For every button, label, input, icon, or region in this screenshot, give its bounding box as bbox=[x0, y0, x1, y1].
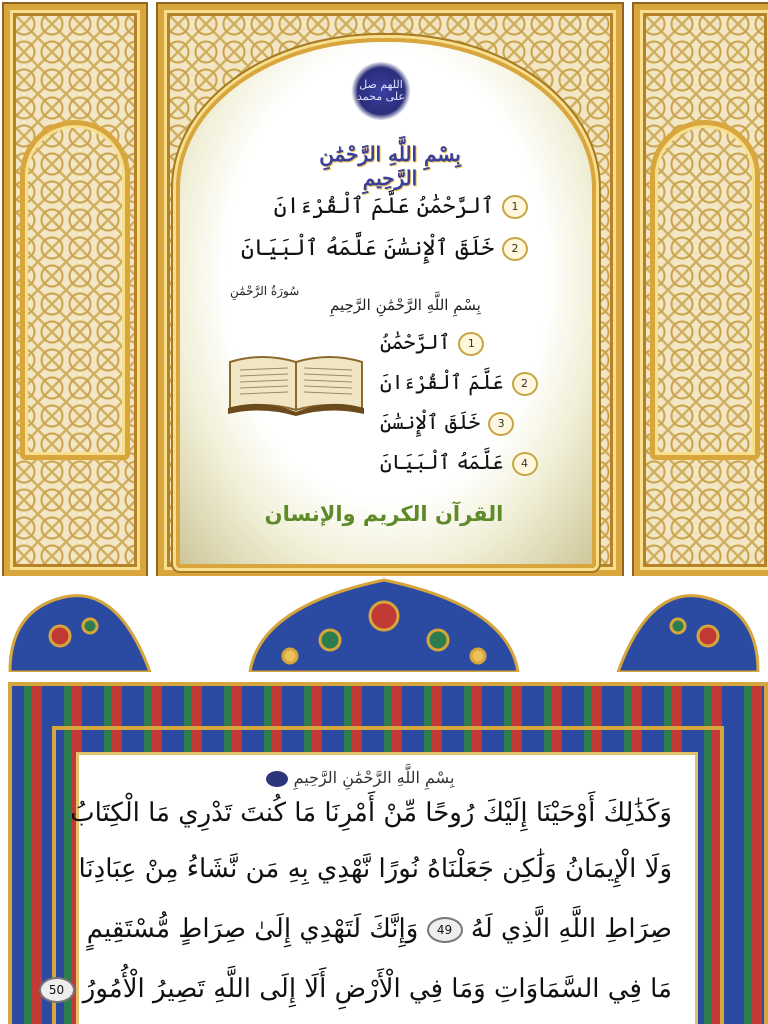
quran-line bbox=[48, 974, 672, 1004]
verse-list-item bbox=[380, 450, 538, 476]
ayah-number-badge: 4 bbox=[512, 452, 538, 476]
verse-text: صِرَاطِ اللَّهِ الَّذِي لَهُ bbox=[470, 914, 672, 944]
left-lattice-door bbox=[4, 4, 146, 576]
basmala-heading: بِسْمِ اللَّهِ الرَّحْمَٰنِ الرَّحِيمِ bbox=[319, 142, 461, 190]
bottom-mushaf-page bbox=[0, 576, 768, 1024]
quran-line: وَلَا الْإِيمَانُ وَلَٰكِن جَعَلْنَاهُ نُورًا نَّهْدِي بِهِ مَن نَّشَاءُ مِنْ عِبَادِنَا bbox=[78, 854, 672, 884]
ornament-header-band bbox=[0, 576, 768, 672]
verse-text: خَلَقَ ٱلْإِنسَٰنَ bbox=[380, 410, 481, 434]
ayah-number-badge: 2 bbox=[502, 237, 528, 261]
verse-list-item bbox=[380, 370, 538, 396]
arabesque-ornament-icon bbox=[0, 576, 768, 672]
right-lattice-door bbox=[634, 4, 768, 576]
basmala-line bbox=[230, 768, 490, 787]
quran-line: وَكَذَٰلِكَ أَوْحَيْنَا إِلَيْكَ رُوحًا مِّنْ أَمْرِنَا مَا كُنتَ تَدْرِي مَا الْكِتَابُ bbox=[70, 798, 672, 828]
left-door-arch bbox=[20, 120, 130, 460]
verse-line bbox=[268, 194, 528, 219]
verse-text: عَلَّمَهُ ٱلْبَيَانَ bbox=[380, 450, 504, 474]
quran-line bbox=[86, 914, 672, 944]
verse-text: مَا فِي السَّمَاوَاتِ وَمَا فِي الْأَرْضِ أَلَا إِلَى اللَّهِ تَصِيرُ الْأُمُورُ bbox=[82, 974, 672, 1004]
verse-text: خَلَقَ ٱلْإِنسَٰنَ عَلَّمَهُ ٱلْبَيَانَ bbox=[240, 236, 494, 261]
open-quran-book-icon bbox=[226, 350, 366, 416]
verse-text: ٱلرَّحْمَٰنُ bbox=[380, 330, 451, 354]
caption-title: القرآن الكريم والإنسان bbox=[264, 502, 504, 526]
basmala-small: بِسْمِ اللَّهِ الرَّحْمَٰنِ الرَّحِيمِ bbox=[330, 296, 481, 314]
ayah-number-badge: 3 bbox=[488, 412, 514, 436]
verse-list-item bbox=[380, 330, 484, 356]
surah-label: سُورَةُ الرَّحْمَٰنِ bbox=[230, 284, 300, 298]
basmala-text: بِسْمِ اللَّهِ الرَّحْمَٰنِ الرَّحِيمِ bbox=[293, 768, 455, 787]
verse-line bbox=[240, 236, 528, 261]
ayah-number-badge: 2 bbox=[512, 372, 538, 396]
seal-lettering: اللهم صل على محمد bbox=[357, 77, 405, 103]
ayah-number-badge: 1 bbox=[458, 332, 484, 356]
small-seal-icon bbox=[266, 771, 288, 787]
calligraphy-seal-logo bbox=[350, 62, 412, 120]
verse-text: عَلَّمَ ٱلْقُرْءَانَ bbox=[380, 370, 504, 394]
right-door-arch bbox=[650, 120, 760, 460]
ayah-number-badge: 49 bbox=[427, 917, 463, 943]
ayah-number-badge: 1 bbox=[502, 195, 528, 219]
verse-list-item bbox=[380, 410, 514, 436]
ayah-number-badge: 50 bbox=[39, 977, 75, 1003]
verse-text: وَإِنَّكَ لَتَهْدِي إِلَىٰ صِرَاطٍ مُّسْتَقِيمٍ bbox=[86, 914, 419, 944]
verse-text: ٱلرَّحْمَٰنُ عَلَّمَ ٱلْقُرْءَانَ bbox=[273, 194, 494, 219]
